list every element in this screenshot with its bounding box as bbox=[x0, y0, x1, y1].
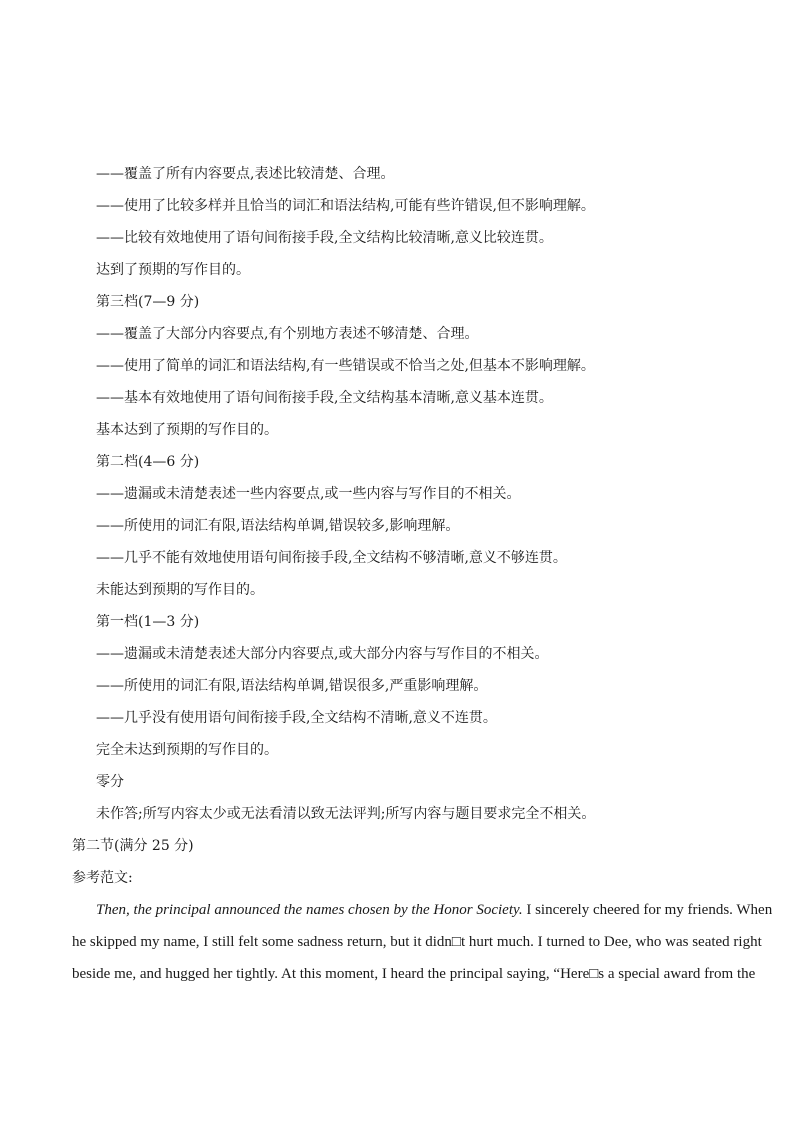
text-line-3: ——比较有效地使用了语句间衔接手段,全文结构比较清晰,意义比较连贯。 bbox=[96, 230, 553, 246]
text-line-14: 未能达到预期的写作目的。 bbox=[96, 582, 264, 598]
essay-line-3: beside me, and hugged her tightly. At this moment, I heard the principal saying, “Here□s a special award from the bbox=[72, 966, 756, 982]
sample-essay-label: 参考范文: bbox=[72, 870, 133, 886]
text-line-18: ——几乎没有使用语句间衔接手段,全文结构不清晰,意义不连贯。 bbox=[96, 710, 497, 726]
section-heading-tier-1: 第一档(1—3 分) bbox=[96, 614, 200, 630]
section-heading-zero: 零分 bbox=[96, 774, 124, 790]
text-line-11: ——遗漏或未清楚表述一些内容要点,或一些内容与写作目的不相关。 bbox=[96, 486, 521, 502]
essay-italic-lead: Then, the principal announced the names chosen by the Honor Society. bbox=[96, 902, 523, 918]
section-heading-tier-3: 第三档(7—9 分) bbox=[96, 294, 200, 310]
essay-line-2: he skipped my name, I still felt some sadness return, but it didn□t hurt much. I turned to Dee, who was seated right bbox=[72, 934, 762, 950]
essay-line-1 bbox=[96, 901, 772, 919]
text-line-1: ——覆盖了所有内容要点,表述比较清楚、合理。 bbox=[96, 166, 395, 182]
text-line-7: ——使用了简单的词汇和语法结构,有一些错误或不恰当之处,但基本不影响理解。 bbox=[96, 358, 595, 374]
text-line-4: 达到了预期的写作目的。 bbox=[96, 262, 250, 278]
text-line-8: ——基本有效地使用了语句间衔接手段,全文结构基本清晰,意义基本连贯。 bbox=[96, 390, 553, 406]
section-heading-part-2: 第二节(满分 25 分) bbox=[72, 838, 194, 854]
text-line-13: ——几乎不能有效地使用语句间衔接手段,全文结构不够清晰,意义不够连贯。 bbox=[96, 550, 567, 566]
text-line-19: 完全未达到预期的写作目的。 bbox=[96, 742, 278, 758]
section-heading-tier-2: 第二档(4—6 分) bbox=[96, 454, 200, 470]
text-line-6: ——覆盖了大部分内容要点,有个别地方表述不够清楚、合理。 bbox=[96, 326, 479, 342]
text-line-17: ——所使用的词汇有限,语法结构单调,错误很多,严重影响理解。 bbox=[96, 678, 488, 694]
text-line-21: 未作答;所写内容太少或无法看清以致无法评判;所写内容与题目要求完全不相关。 bbox=[96, 806, 596, 822]
text-line-16: ——遗漏或未清楚表述大部分内容要点,或大部分内容与写作目的不相关。 bbox=[96, 646, 549, 662]
text-line-9: 基本达到了预期的写作目的。 bbox=[96, 422, 278, 438]
essay-line-1-rest: I sincerely cheered for my friends. When bbox=[522, 902, 773, 918]
text-line-12: ——所使用的词汇有限,语法结构单调,错误较多,影响理解。 bbox=[96, 518, 460, 534]
text-line-2: ——使用了比较多样并且恰当的词汇和语法结构,可能有些许错误,但不影响理解。 bbox=[96, 198, 595, 214]
